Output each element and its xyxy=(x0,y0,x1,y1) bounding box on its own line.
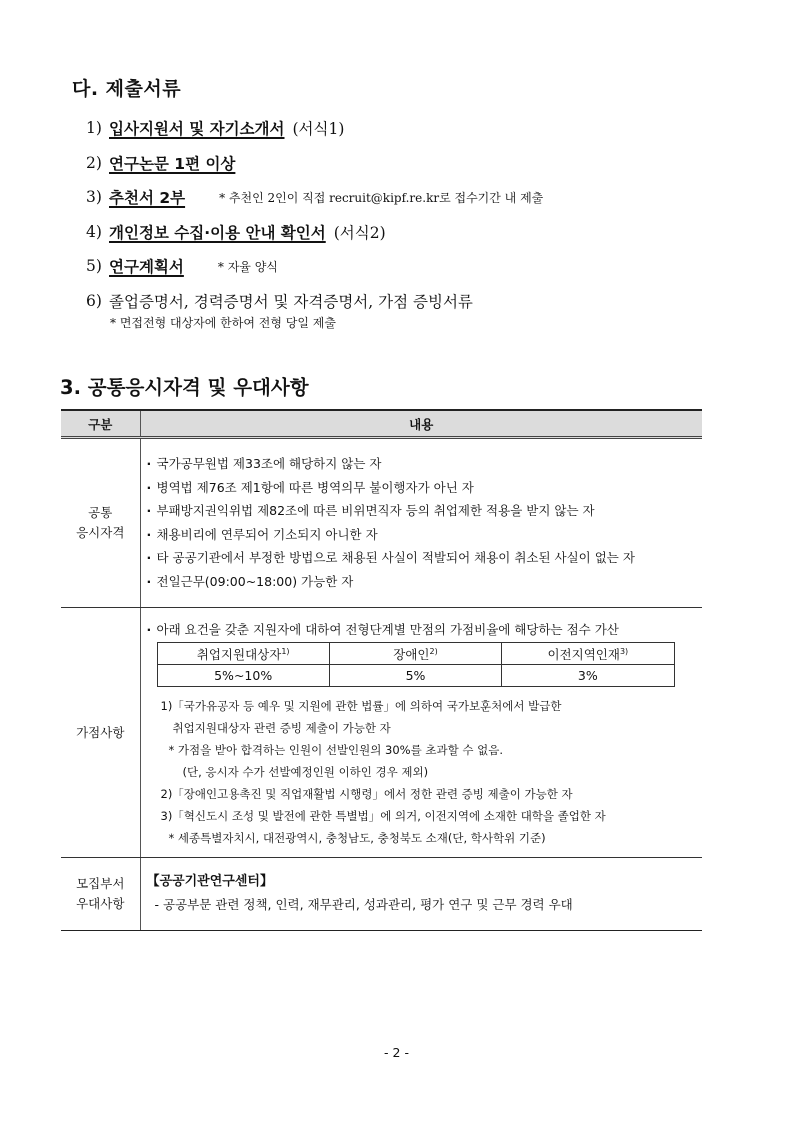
doc-item-number: 1) xyxy=(86,119,102,138)
bonus-category: 가점사항 xyxy=(61,608,140,858)
bonus-header-label: 장애인 xyxy=(393,646,430,662)
note-line: 1)「국가유공자 등 예우 및 지원에 관한 법률」에 의하여 국가보훈처에서 발급한 xyxy=(160,699,562,713)
bonus-header-cell xyxy=(329,643,501,665)
bonus-row xyxy=(61,608,702,858)
doc-item-6 xyxy=(86,284,766,319)
doc-item-5 xyxy=(86,249,766,284)
dept-category xyxy=(61,858,140,931)
note-line: 3)「혁신도시 조성 및 발전에 관한 특별법」에 의거, 이전지역에 소재한 대학을 졸업한 자 xyxy=(160,809,606,823)
bonus-table-values xyxy=(157,665,674,687)
bonus-value-cell: 5%~10% xyxy=(157,665,329,687)
doc-item-2 xyxy=(86,146,766,181)
category-label: 모집부서 xyxy=(76,876,125,891)
bonus-rate-table xyxy=(157,642,675,687)
category-label: 공통 xyxy=(88,505,113,520)
form-reference: (서식2) xyxy=(333,223,386,242)
doc-item-number: 5) xyxy=(86,257,102,276)
submission-footnote: * 면접전형 대상자에 한하여 전형 당일 제출 xyxy=(110,316,336,330)
bonus-header-label: 이전지역인재 xyxy=(547,646,620,662)
doc-item-label: 개인정보 수집·이용 안내 확인서 xyxy=(109,223,326,242)
doc-item-3 xyxy=(86,180,766,215)
note-line: 2)「장애인고용촉진 및 직업재활법 시행령」에서 정한 관련 증빙 제출이 가능한 자 xyxy=(160,787,573,801)
footnote-marker: 2) xyxy=(429,646,438,656)
doc-item-note: * 추천인 2인이 직접 recruit@kipf.re.kr로 접수기간 내 제출 xyxy=(219,190,544,205)
eligibility-list xyxy=(147,439,703,607)
doc-item-label: 연구논문 1편 이상 xyxy=(109,154,236,173)
doc-item-label: 입사지원서 및 자기소개서 xyxy=(109,120,285,139)
header-content: 내용 xyxy=(140,410,702,438)
doc-item-note: * 자율 양식 xyxy=(217,259,278,274)
bonus-header-label: 취업지원대상자 xyxy=(196,646,282,662)
form-reference: (서식1) xyxy=(292,120,345,139)
list-item: · 부패방지권익위법 제82조에 따른 비위면직자 등의 취업제한 적용을 받지 않는 자 xyxy=(147,499,703,523)
dept-title: 【공공기관연구센터】 xyxy=(146,874,273,889)
page-number: - 2 - xyxy=(384,1045,409,1060)
doc-item-1 xyxy=(86,111,766,146)
note-line: (단, 응시자 수가 선발예정인원 이하인 경우 제외) xyxy=(182,765,429,779)
bonus-header-cell xyxy=(157,643,329,665)
footnote-marker: 3) xyxy=(619,646,629,656)
bonus-value-cell: 5% xyxy=(329,665,501,687)
doc-item-number: 6) xyxy=(86,291,102,310)
dept-preference-row xyxy=(61,858,702,931)
category-label: 응시자격 xyxy=(76,525,125,540)
bonus-intro: · 아래 요건을 갖춘 지원자에 대하여 전형단계별 만점의 가점비율에 해당하는 점수 가산 xyxy=(147,618,703,642)
bonus-content xyxy=(140,608,702,858)
required-documents-list xyxy=(86,111,766,318)
doc-item-number: 4) xyxy=(86,222,102,241)
list-item: · 병역법 제76조 제1항에 따른 병역의무 불이행자가 아닌 자 xyxy=(147,476,703,500)
category-label: 우대사항 xyxy=(76,896,125,911)
list-item: · 채용비리에 연루되어 기소되지 아니한 자 xyxy=(147,523,703,547)
doc-item-number: 2) xyxy=(86,153,102,172)
bonus-header-cell xyxy=(502,643,674,665)
doc-item-label: 추천서 2부 xyxy=(109,189,186,208)
eligibility-content xyxy=(140,438,702,608)
bonus-value-cell: 3% xyxy=(502,665,674,687)
section-3-title: 3. 공통응시자격 및 우대사항 xyxy=(60,376,309,399)
doc-item-number: 3) xyxy=(86,188,102,207)
doc-item-label: 연구계획서 xyxy=(109,258,184,277)
note-line: 취업지원대상자 관련 증빙 제출이 가능한 자 xyxy=(172,721,391,735)
eligibility-category xyxy=(61,438,140,608)
eligibility-row xyxy=(61,438,702,608)
doc-item-4 xyxy=(86,215,766,250)
qualification-table xyxy=(61,409,702,931)
footnote-marker: 1) xyxy=(281,646,290,656)
dept-detail: - 공공부문 관련 정책, 인력, 재무관리, 성과관리, 평가 연구 및 근무 경력 우대 xyxy=(154,897,573,912)
header-category: 구분 xyxy=(61,410,140,438)
bonus-table-header xyxy=(157,643,674,665)
list-item: · 전일근무(09:00~18:00) 가능한 자 xyxy=(147,570,703,594)
doc-item-text: 졸업증명서, 경력증명서 및 자격증명서, 가점 증빙서류 xyxy=(109,292,473,311)
section-d-title: 다. 제출서류 xyxy=(72,78,182,100)
bonus-notes xyxy=(147,695,703,849)
note-line: * 세종특별자치시, 대전광역시, 충청남도, 충청북도 소재(단, 학사학위 기준) xyxy=(168,831,546,845)
table-header-row xyxy=(61,410,702,438)
note-line: * 가점을 받아 합격하는 인원이 선발인원의 30%를 초과할 수 없음. xyxy=(168,743,503,757)
list-item: · 국가공무원법 제33조에 해당하지 않는 자 xyxy=(147,452,703,476)
list-item: · 타 공공기관에서 부정한 방법으로 채용된 사실이 적발되어 채용이 취소된 사실이 없는 자 xyxy=(147,546,703,570)
dept-content xyxy=(140,858,702,931)
